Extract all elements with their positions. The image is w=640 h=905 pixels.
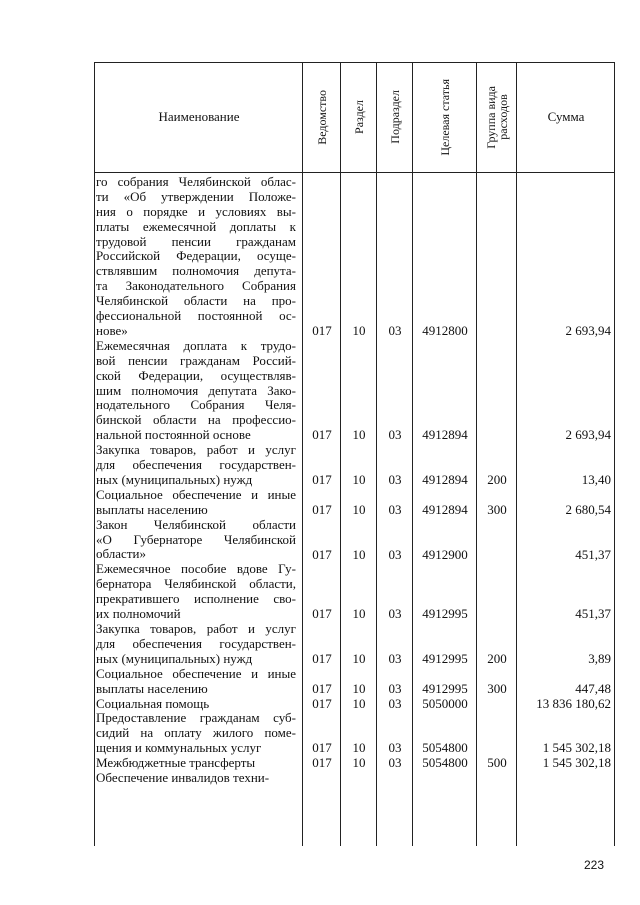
row-name-line: области» [96, 547, 146, 562]
cell-razdel: 10 [352, 606, 366, 622]
header-vedomstvo [303, 62, 340, 172]
cell-podrazdel: 03 [388, 501, 402, 517]
row-name-line: ния о порядке и условиях вы- [96, 204, 296, 219]
col-divider-celevaya [412, 62, 413, 846]
cell-celevaya: 4912894 [422, 427, 468, 443]
row-name [96, 443, 296, 488]
row-name-line: выплаты населению [96, 502, 208, 517]
row-name-line: Закупка товаров, работ и услуг [96, 622, 296, 636]
row-name-line: бинской области на профессио- [96, 413, 296, 428]
row-name-line: Социальное обеспечение и иные [96, 487, 296, 502]
header-podrazdel-label: Подраздел [387, 90, 402, 144]
cell-celevaya: 4912995 [422, 650, 468, 666]
cell-summa: 13,40 [581, 472, 611, 487]
row-name-line: платы ежемесячной доплаты к [96, 219, 296, 234]
header-podrazdel [377, 62, 412, 172]
cell-summa: 2 680,54 [565, 501, 611, 517]
row-name [96, 175, 296, 339]
cell-summa: 1 545 302,18 [542, 755, 611, 771]
cell-summa: 1 545 302,18 [542, 740, 611, 756]
cell-razdel: 10 [352, 472, 366, 487]
row-name-line: для обеспечения государствен- [96, 458, 296, 473]
cell-vedomstvo: 017 [312, 427, 332, 443]
cell-razdel: 10 [352, 546, 366, 562]
row-name-line: Социальное обеспечение и иные [96, 666, 296, 681]
cell-celevaya: 5054800 [422, 755, 468, 771]
row-name-line: нодательного Собрания Челя- [96, 398, 296, 413]
header-vedomstvo-label: Ведомство [314, 89, 329, 145]
cell-summa: 2 693,94 [565, 427, 611, 443]
col-divider-podrazdel [376, 62, 377, 846]
cell-razdel: 10 [352, 501, 366, 517]
cell-vedomstvo: 017 [312, 650, 332, 666]
row-name-line: шим полномочия депутата Зако- [96, 383, 296, 398]
header-bottom-border [94, 172, 615, 173]
cell-celevaya: 4912995 [422, 680, 468, 696]
row-name-line: щения и коммунальных услуг [96, 741, 262, 756]
row-name [96, 622, 296, 667]
col-divider-ved [302, 62, 303, 846]
row-name-line: выплаты населению [96, 681, 208, 696]
cell-summa: 447,48 [575, 680, 611, 696]
cell-gruppa: 500 [487, 755, 507, 771]
row-name [96, 667, 296, 697]
row-name [96, 518, 296, 563]
header-gruppa-label: Группа вида расходов [483, 85, 510, 149]
cell-summa: 3,89 [588, 650, 611, 666]
row-name [96, 562, 296, 622]
header-razdel-label: Раздел [351, 100, 366, 134]
row-name [96, 697, 296, 712]
row-name-line: вой пенсии гражданам Россий- [96, 353, 296, 368]
cell-vedomstvo: 017 [312, 755, 332, 771]
cell-vedomstvo: 017 [312, 546, 332, 562]
cell-razdel: 10 [352, 323, 366, 338]
row-name-line: бернатора Челябинской области, [96, 577, 296, 592]
cell-razdel: 10 [352, 680, 366, 696]
col-divider-summa [516, 62, 517, 846]
cell-vedomstvo: 017 [312, 606, 332, 622]
row-name-line: их полномочий [96, 607, 181, 622]
row-name [96, 771, 296, 786]
cell-celevaya: 4912894 [422, 472, 468, 487]
cell-celevaya: 4912900 [422, 546, 468, 562]
cell-podrazdel: 03 [388, 650, 402, 666]
row-name-line: ствлявшим полномочия депута- [96, 264, 296, 279]
row-name [96, 488, 296, 518]
header-celevaya-label: Целевая статья [437, 78, 452, 156]
header-name: Наименование [158, 109, 240, 124]
col-divider-razdel [340, 62, 341, 846]
cell-gruppa: 200 [487, 472, 507, 487]
row-name-line: Российской Федерации, осуще- [96, 249, 296, 264]
row-name-line: ти «Об утверждении Положе- [96, 189, 296, 204]
cell-podrazdel: 03 [388, 427, 402, 443]
cell-podrazdel: 03 [388, 472, 402, 487]
cell-razdel: 10 [352, 740, 366, 756]
row-name-line: «О Губернаторе Челябинской [96, 532, 296, 547]
cell-celevaya: 5050000 [422, 695, 468, 711]
cell-summa: 2 693,94 [565, 323, 611, 338]
row-name-line: го собрания Челябинской облас- [96, 175, 296, 189]
cell-summa: 13 836 180,62 [536, 695, 611, 711]
row-name [96, 756, 296, 771]
header-celevaya [413, 62, 476, 172]
cell-vedomstvo: 017 [312, 323, 332, 338]
row-name-line: нальной постоянной основе [96, 428, 251, 443]
cell-celevaya: 5054800 [422, 740, 468, 756]
cell-podrazdel: 03 [388, 546, 402, 562]
cell-celevaya: 4912894 [422, 501, 468, 517]
row-name-line: ных (муниципальных) нужд [96, 651, 253, 666]
row-name-line: прекратившего исполнение сво- [96, 592, 296, 607]
row-name-line: сидий на оплату жилого поме- [96, 726, 296, 741]
cell-vedomstvo: 017 [312, 680, 332, 696]
cell-podrazdel: 03 [388, 755, 402, 771]
cell-razdel: 10 [352, 650, 366, 666]
table-left-border [94, 62, 95, 846]
cell-summa: 451,37 [575, 606, 611, 622]
table-right-border [614, 62, 615, 846]
row-name-line: ных (муниципальных) нужд [96, 472, 253, 487]
col-divider-gruppa [476, 62, 477, 846]
row-name-line: Обеспечение инвалидов техни- [96, 771, 270, 785]
row-name-line: Закон Челябинской области [96, 517, 296, 532]
cell-vedomstvo: 017 [312, 740, 332, 756]
cell-podrazdel: 03 [388, 740, 402, 756]
row-name-line: Ежемесячное пособие вдове Гу- [96, 562, 296, 577]
cell-vedomstvo: 017 [312, 501, 332, 517]
row-name-line: Ежемесячная доплата к трудо- [96, 338, 296, 353]
page-number: 223 [584, 858, 605, 872]
row-name-line: трудовой пенсии гражданам [96, 234, 296, 249]
cell-summa: 451,37 [575, 546, 611, 562]
cell-gruppa: 300 [487, 501, 507, 517]
row-name-line: Предоставление гражданам суб- [96, 711, 296, 726]
row-name-line: для обеспечения государствен- [96, 636, 296, 651]
cell-podrazdel: 03 [388, 323, 402, 338]
header-summa: Сумма [547, 109, 585, 124]
row-name [96, 339, 296, 443]
row-name-line: Закупка товаров, работ и услуг [96, 443, 296, 458]
row-name-line: ской Федерации, осуществляв- [96, 368, 296, 383]
row-name-line: Социальная помощь [96, 696, 210, 711]
cell-podrazdel: 03 [388, 695, 402, 711]
cell-celevaya: 4912995 [422, 606, 468, 622]
cell-podrazdel: 03 [388, 606, 402, 622]
cell-razdel: 10 [352, 755, 366, 771]
row-name-line: фессиональной постоянной ос- [96, 309, 296, 324]
row-name [96, 711, 296, 756]
row-name-line: Межбюджетные трансферты [96, 756, 256, 771]
cell-vedomstvo: 017 [312, 695, 332, 711]
cell-celevaya: 4912800 [422, 323, 468, 338]
cell-podrazdel: 03 [388, 680, 402, 696]
row-name-line: та Законодательного Собрания [96, 279, 296, 294]
cell-razdel: 10 [352, 695, 366, 711]
cell-razdel: 10 [352, 427, 366, 443]
cell-vedomstvo: 017 [312, 472, 332, 487]
cell-gruppa: 200 [487, 650, 507, 666]
header-gruppa [477, 62, 516, 172]
cell-gruppa: 300 [487, 680, 507, 696]
row-name-line: нове» [96, 323, 128, 338]
row-name-line: Челябинской области на про- [96, 294, 296, 309]
header-razdel [341, 62, 376, 172]
